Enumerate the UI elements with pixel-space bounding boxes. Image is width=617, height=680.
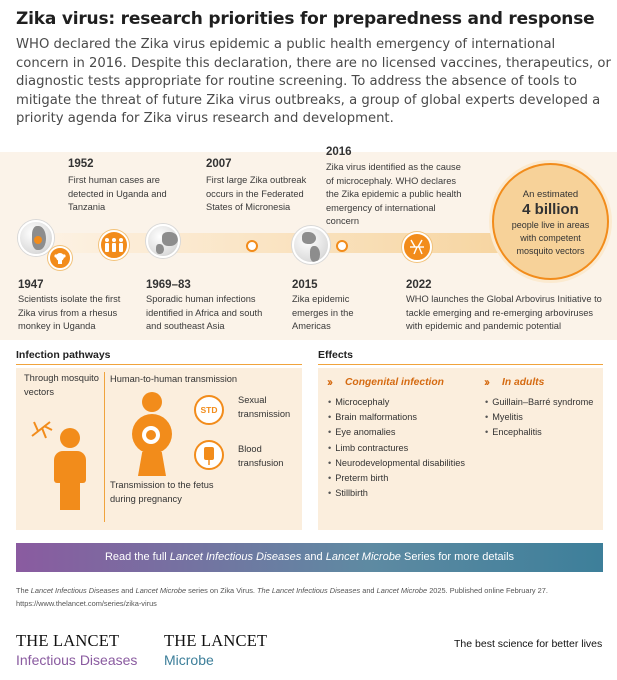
timeline-dot-2016 [336, 240, 348, 252]
year-2022: 2022 [406, 279, 432, 291]
tagline: The best science for better lives [454, 638, 603, 650]
series-url-link[interactable]: https://www.thelancet.com/series/zika-virus [16, 598, 157, 608]
event-2016-text: Zika virus identified as the cause of microcephaly. WHO declares the Zika epidemic a public health emergency of international concern [326, 162, 462, 227]
people-icon [99, 230, 129, 260]
list-item: • Eye anomalies [328, 425, 465, 440]
event-1969-83-text: Sporadic human infections identified in Africa and south and southeast Asia [146, 294, 263, 332]
list-item: • Myelitis [485, 410, 593, 425]
monkey-icon [48, 246, 72, 270]
citation-journal: Lancet Infectious Diseases [30, 586, 120, 595]
citation-part: and [360, 586, 377, 595]
stat-pre: An estimated [522, 189, 579, 200]
timeline-dot-2007 [246, 240, 258, 252]
event-2015-text: Zika epidemic emerges in the Americas [292, 294, 354, 332]
blood-bag-icon [194, 440, 224, 470]
list-item: • Preterm birth [328, 471, 465, 486]
banner-text-pre: Read the full [104, 551, 170, 563]
chevron-right-icon: ›› [484, 375, 488, 389]
citation-journal: Lancet Microbe [135, 586, 187, 595]
lancet-microbe-brand: THE LANCET [164, 631, 268, 650]
lancet-id-subtitle: Infectious Diseases [16, 652, 138, 668]
std-badge-text: STD [200, 405, 218, 415]
citation-journal: The Lancet Infectious Diseases [257, 586, 361, 595]
globe-asia-icon [146, 224, 180, 258]
year-2015: 2015 [292, 279, 318, 291]
citation-journal: Lancet Microbe [376, 586, 428, 595]
lancet-microbe-subtitle: Microbe [164, 652, 214, 668]
fetal-transmission-label: Transmission to the fetus during pregnancy [110, 480, 214, 504]
page-title: Zika virus: research priorities for preparedness and response [16, 9, 595, 29]
mosquito-icon [402, 232, 432, 262]
year-1947: 1947 [18, 279, 44, 291]
banner-journal-2: Lancet Microbe [325, 551, 401, 563]
std-icon [194, 395, 224, 425]
mosquito-vectors-label: Through mosquito vectors [24, 373, 99, 397]
list-item: • Guillain–Barré syndrome [485, 395, 593, 410]
adults-heading: In adults [502, 377, 545, 388]
event-1952-text: First human cases are detected in Uganda and Tanzania [68, 175, 167, 213]
globe-americas-icon [292, 226, 330, 264]
list-item: • Encephalitis [485, 425, 593, 440]
stat-post: people live in areas with competent mosquito vectors [511, 220, 590, 256]
infection-section-line [16, 364, 302, 365]
list-item: • Stillbirth [328, 486, 465, 501]
effects-section-line [318, 364, 603, 365]
globe-africa-icon [18, 220, 54, 256]
citation-part: series on Zika Virus. [186, 586, 258, 595]
event-2022-text: WHO launches the Global Arbovirus Initiative to tackle emerging and re-emerging arboviruses with epidemic and pandemic potential [406, 294, 602, 332]
list-item: • Brain malformations [328, 410, 465, 425]
banner-text-post: Series for more details [400, 551, 515, 563]
stat-value: 4 billion [522, 201, 579, 218]
infection-pathways-label: Infection pathways [16, 349, 111, 361]
year-2007: 2007 [206, 158, 232, 170]
list-item: • Microcephaly [328, 395, 465, 410]
congenital-effects-list [328, 395, 465, 501]
person-icon [50, 428, 90, 510]
event-2007-text: First large Zika outbreak occurs in the Federated States of Micronesia [206, 175, 307, 213]
lancet-id-brand: THE LANCET [16, 631, 120, 650]
pregnant-person-icon [130, 392, 174, 478]
h2h-divider [104, 372, 105, 522]
list-item: • Limb contractures [328, 441, 465, 456]
citation-part: 2025. Published online February 27. [427, 586, 548, 595]
effects-label: Effects [318, 349, 354, 361]
intro-paragraph: WHO declared the Zika virus epidemic a public health emergency of international concern in 2016. Despite this declaration, there are no licensed vaccines, therapeutics, or diagnostic tests appropriate for routine screening. To address the absence of tools to mitigate the threat of future Zika virus outbreaks, a group of global experts developed a priority agenda for Zika virus research and development. [16, 37, 611, 127]
banner-journal-1: Lancet Infectious Diseases [169, 551, 302, 563]
sexual-transmission-label: Sexual transmission [238, 395, 291, 419]
citation-part: The [16, 586, 31, 595]
year-1952: 1952 [68, 158, 94, 170]
read-series-banner[interactable] [16, 543, 603, 572]
population-stat-circle [492, 163, 609, 280]
h2h-label: Human-to-human transmission [110, 374, 238, 384]
citation [16, 585, 601, 610]
year-2016: 2016 [326, 146, 352, 158]
congenital-infection-heading: Congenital infection [345, 377, 444, 388]
event-1947-text: Scientists isolate the first Zika virus from a rhesus monkey in Uganda [18, 294, 121, 332]
adult-effects-list [485, 395, 593, 441]
banner-text-mid: and [301, 551, 326, 563]
chevron-right-icon: ›› [327, 375, 331, 389]
list-item: • Neurodevelopmental disabilities [328, 456, 465, 471]
citation-part: and [119, 586, 136, 595]
year-1969-83: 1969–83 [146, 279, 191, 291]
blood-transfusion-label: Blood transfusion [238, 444, 284, 468]
